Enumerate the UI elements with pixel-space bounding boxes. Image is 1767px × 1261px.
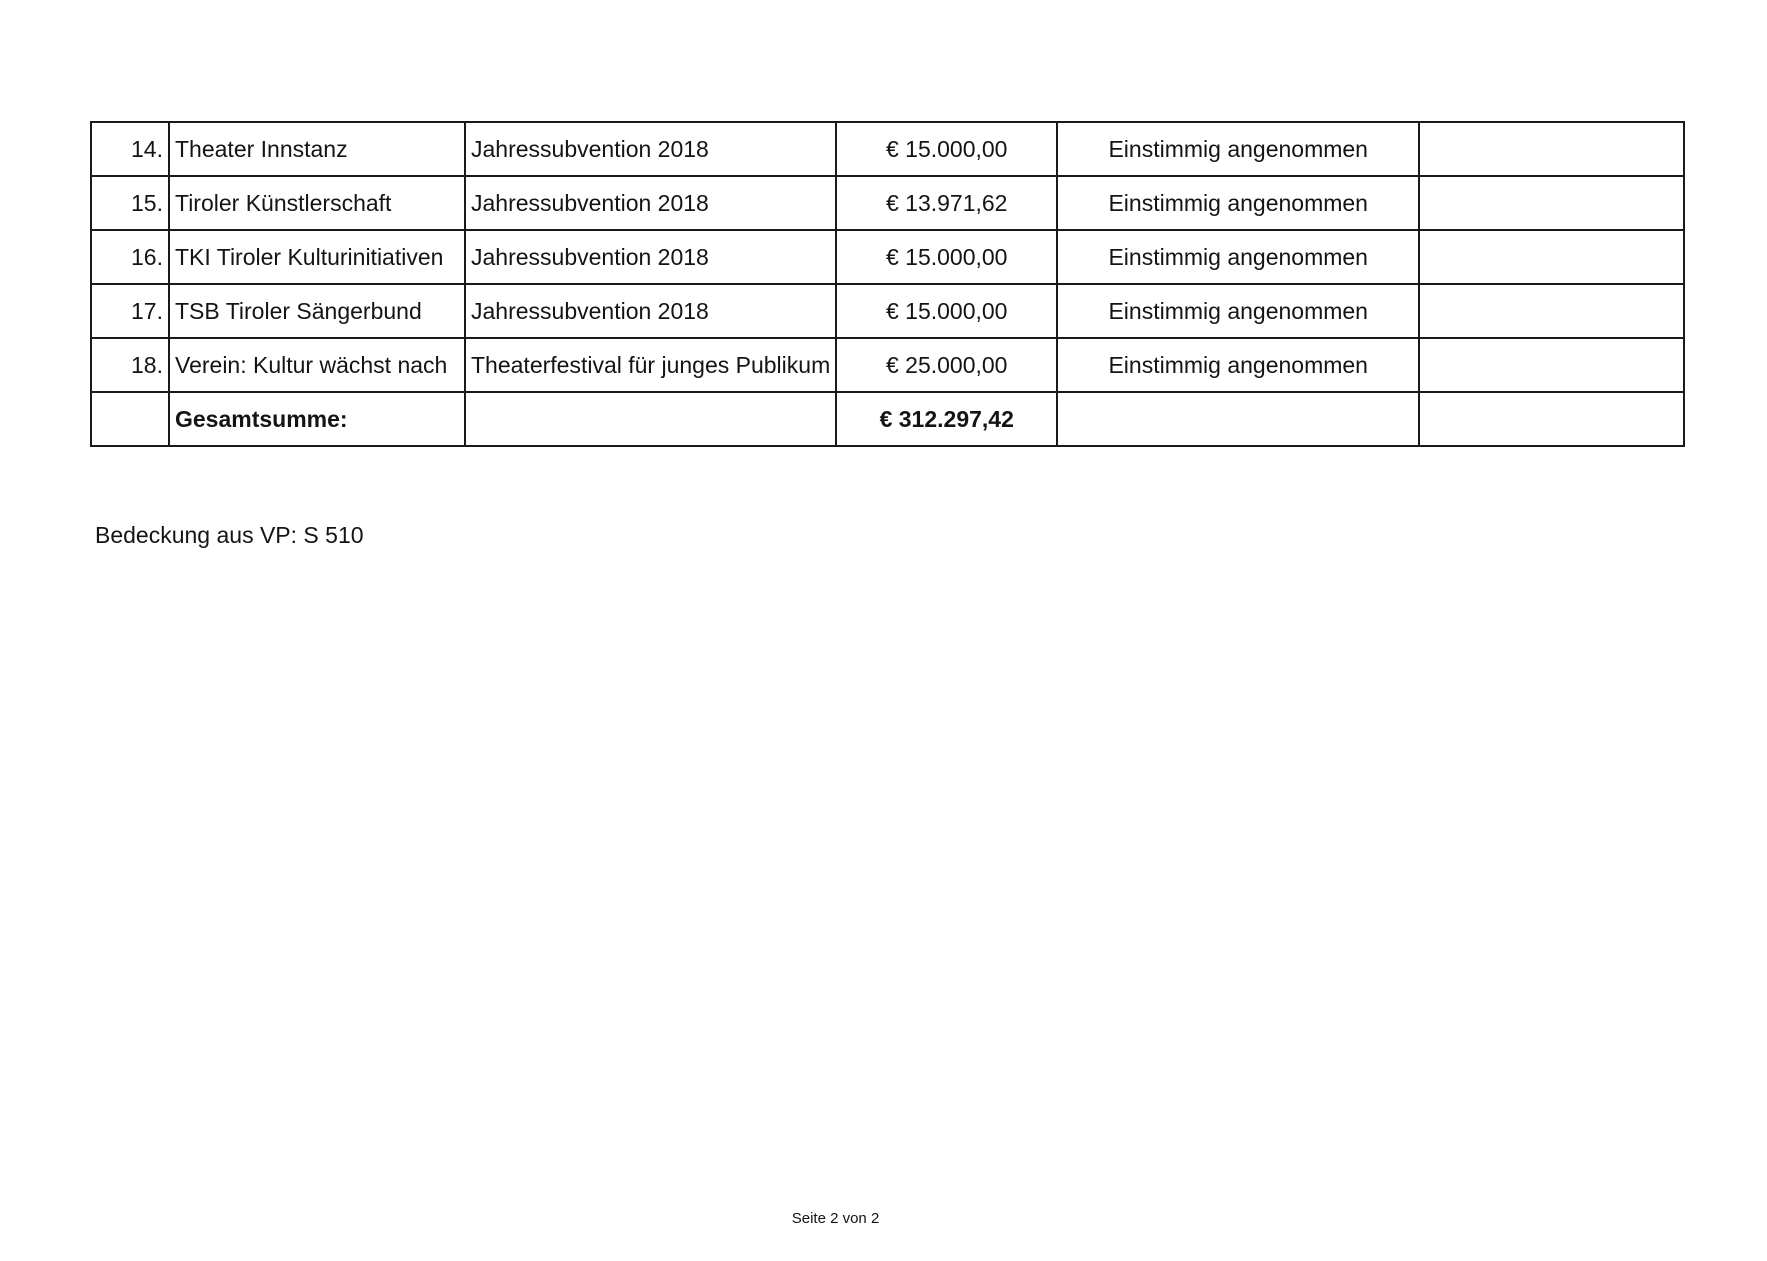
row-number: 18. — [91, 338, 169, 392]
status-cell: Einstimmig angenommen — [1057, 176, 1419, 230]
page-footer: Seite 2 von 2 — [791, 1210, 880, 1227]
status-cell: Einstimmig angenommen — [1057, 230, 1419, 284]
amount-cell: € 25.000,00 — [836, 338, 1057, 392]
row-number: 14. — [91, 122, 169, 176]
total-status-cell — [1057, 392, 1419, 446]
table-row — [91, 122, 1684, 176]
total-project-cell — [465, 392, 836, 446]
row-number: 15. — [91, 176, 169, 230]
row-number: 17. — [91, 284, 169, 338]
remark-cell — [1419, 338, 1684, 392]
project-cell: Theaterfestival für junges Publikum — [465, 338, 836, 392]
recipient-cell: Theater Innstanz — [169, 122, 465, 176]
table-row — [91, 176, 1684, 230]
coverage-note: Bedeckung aus VP: S 510 — [95, 522, 364, 548]
table-row — [91, 338, 1684, 392]
project-cell: Jahressubvention 2018 — [465, 284, 836, 338]
status-cell: Einstimmig angenommen — [1057, 284, 1419, 338]
grants-table — [90, 121, 1685, 447]
table-row — [91, 230, 1684, 284]
amount-cell: € 15.000,00 — [836, 284, 1057, 338]
amount-cell: € 15.000,00 — [836, 230, 1057, 284]
recipient-cell: Verein: Kultur wächst nach — [169, 338, 465, 392]
recipient-cell: TKI Tiroler Kulturinitiativen — [169, 230, 465, 284]
table-row — [91, 284, 1684, 338]
recipient-cell: Tiroler Künstlerschaft — [169, 176, 465, 230]
amount-cell: € 15.000,00 — [836, 122, 1057, 176]
remark-cell — [1419, 230, 1684, 284]
project-cell: Jahressubvention 2018 — [465, 122, 836, 176]
project-cell: Jahressubvention 2018 — [465, 230, 836, 284]
total-amount: € 312.297,42 — [836, 392, 1057, 446]
remark-cell — [1419, 284, 1684, 338]
total-number-cell — [91, 392, 169, 446]
total-label: Gesamtsumme: — [169, 392, 465, 446]
status-cell: Einstimmig angenommen — [1057, 122, 1419, 176]
remark-cell — [1419, 122, 1684, 176]
row-number: 16. — [91, 230, 169, 284]
amount-cell: € 13.971,62 — [836, 176, 1057, 230]
project-cell: Jahressubvention 2018 — [465, 176, 836, 230]
recipient-cell: TSB Tiroler Sängerbund — [169, 284, 465, 338]
total-remark-cell — [1419, 392, 1684, 446]
status-cell: Einstimmig angenommen — [1057, 338, 1419, 392]
total-row — [91, 392, 1684, 446]
remark-cell — [1419, 176, 1684, 230]
